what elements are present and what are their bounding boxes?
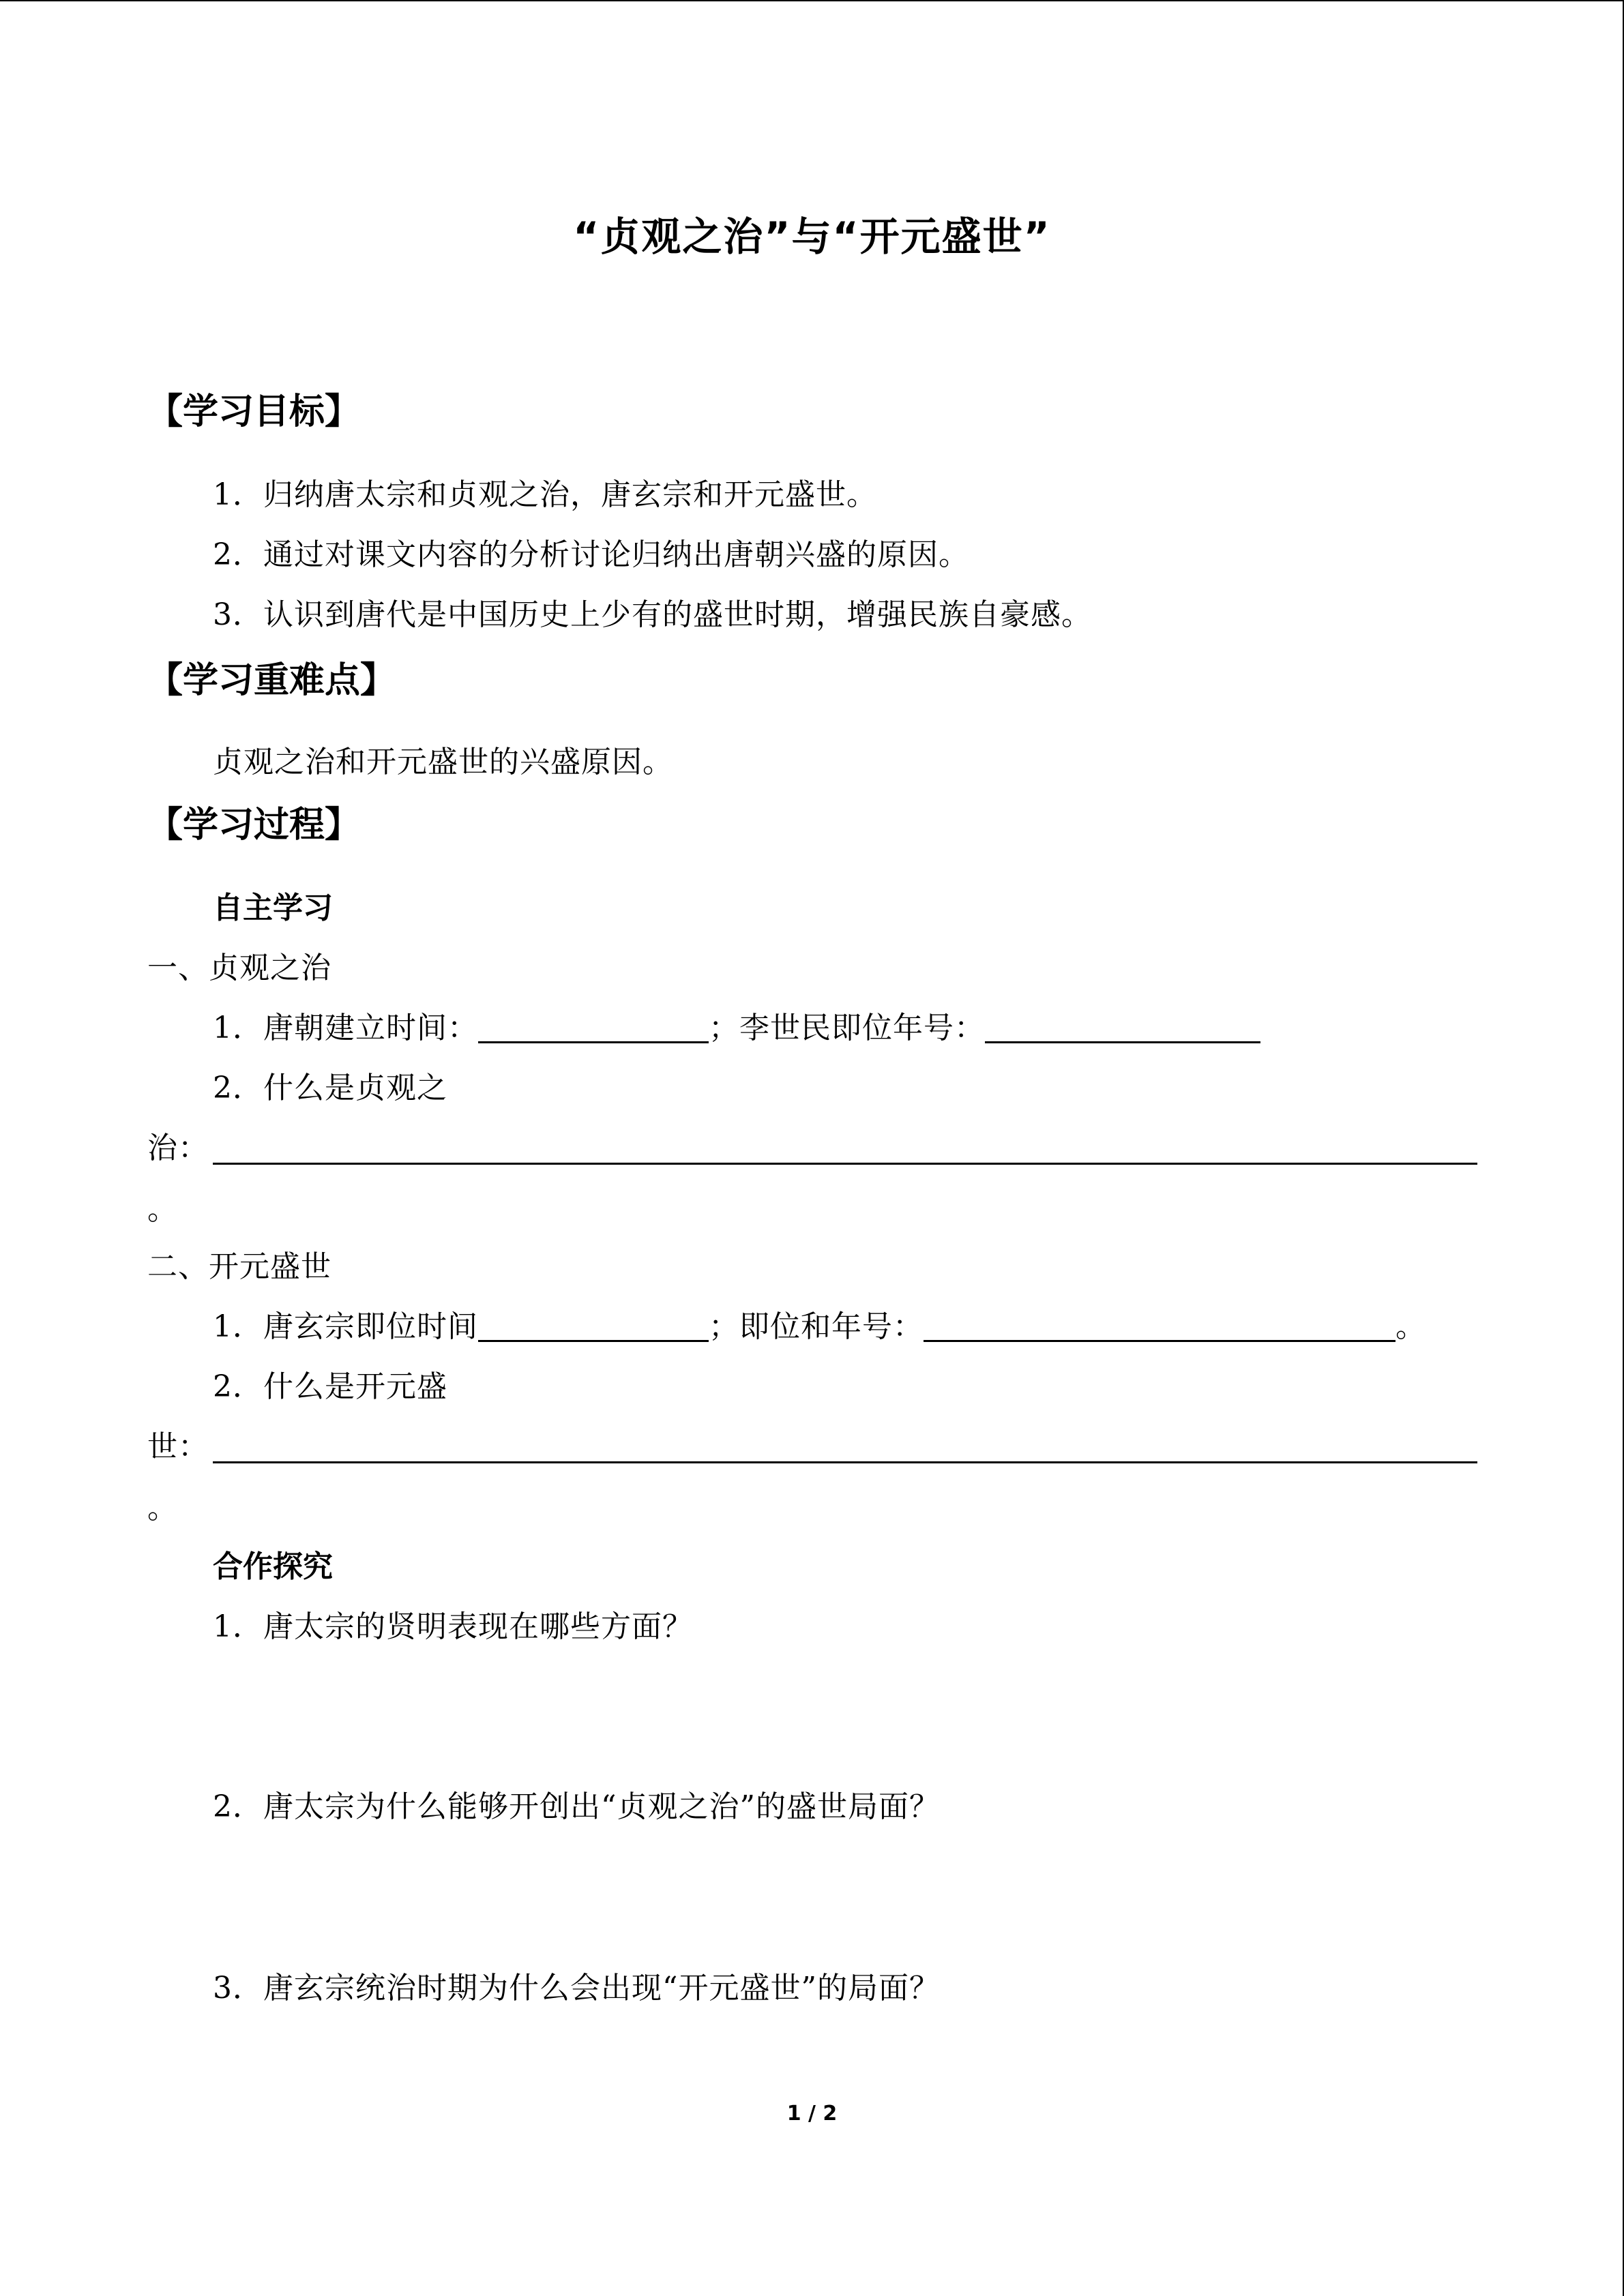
objective-item-1: 1．归纳唐太宗和贞观之治，唐玄宗和开元盛世。: [213, 477, 877, 512]
objective-item-2: 2．通过对课文内容的分析讨论归纳出唐朝兴盛的原因。: [213, 537, 969, 572]
cooperation-heading: 合作探究: [213, 1549, 333, 1584]
founding-date-blank[interactable]: [478, 1014, 709, 1043]
cooperation-question-1: 1．唐太宗的贤明表现在哪些方面？: [213, 1609, 693, 1644]
part2-q1-mid: ；即位和年号：: [709, 1309, 924, 1344]
part2-heading: 二、开元盛世: [147, 1249, 331, 1284]
part1-q2-continuation: 治：: [147, 1131, 209, 1165]
part2-q2-continuation: 世：: [147, 1429, 209, 1464]
zhenguan-answer-line[interactable]: [213, 1163, 1477, 1165]
part1-q1-prefix: 1．唐朝建立时间：: [213, 1011, 478, 1045]
part2-q2-end: 。: [147, 1491, 178, 1525]
objectives-heading: 【学习目标】: [147, 391, 361, 432]
objective-item-3: 3．认识到唐代是中国历史上少有的盛世时期，增强民族自豪感。: [213, 597, 1092, 632]
process-heading: 【学习过程】: [147, 805, 361, 846]
self-study-heading: 自主学习: [213, 891, 333, 925]
document-title: “贞观之治”与“开元盛世”: [573, 213, 1051, 260]
part1-question-1: [213, 1013, 1260, 1043]
cooperation-question-3: 3．唐玄宗统治时期为什么会出现“开元盛世”的局面？: [213, 1971, 940, 2006]
cooperation-question-2: 2．唐太宗为什么能够开创出“贞观之治”的盛世局面？: [213, 1789, 940, 1824]
part1-question-2: 2．什么是贞观之: [213, 1071, 447, 1105]
key-points-heading: 【学习重难点】: [147, 660, 396, 701]
part1-q2-end: 。: [147, 1192, 178, 1227]
part2-question-1: [213, 1309, 1426, 1344]
key-points-text: 贞观之治和开元盛世的兴盛原因。: [213, 745, 673, 779]
part2-question-2: 2．什么是开元盛: [213, 1369, 447, 1404]
accession-date-blank[interactable]: [478, 1313, 709, 1342]
part2-q1-prefix: 1．唐玄宗即位时间: [213, 1309, 478, 1344]
part1-heading: 一、贞观之治: [147, 951, 331, 985]
part2-q1-end: 。: [1396, 1309, 1426, 1344]
reign-title-blank[interactable]: [985, 1014, 1260, 1043]
accession-title-blank[interactable]: [924, 1313, 1396, 1342]
page-number: 1 / 2: [786, 2102, 838, 2126]
part1-q1-mid: ；李世民即位年号：: [709, 1011, 985, 1045]
kaiyuan-answer-line[interactable]: [213, 1461, 1477, 1463]
